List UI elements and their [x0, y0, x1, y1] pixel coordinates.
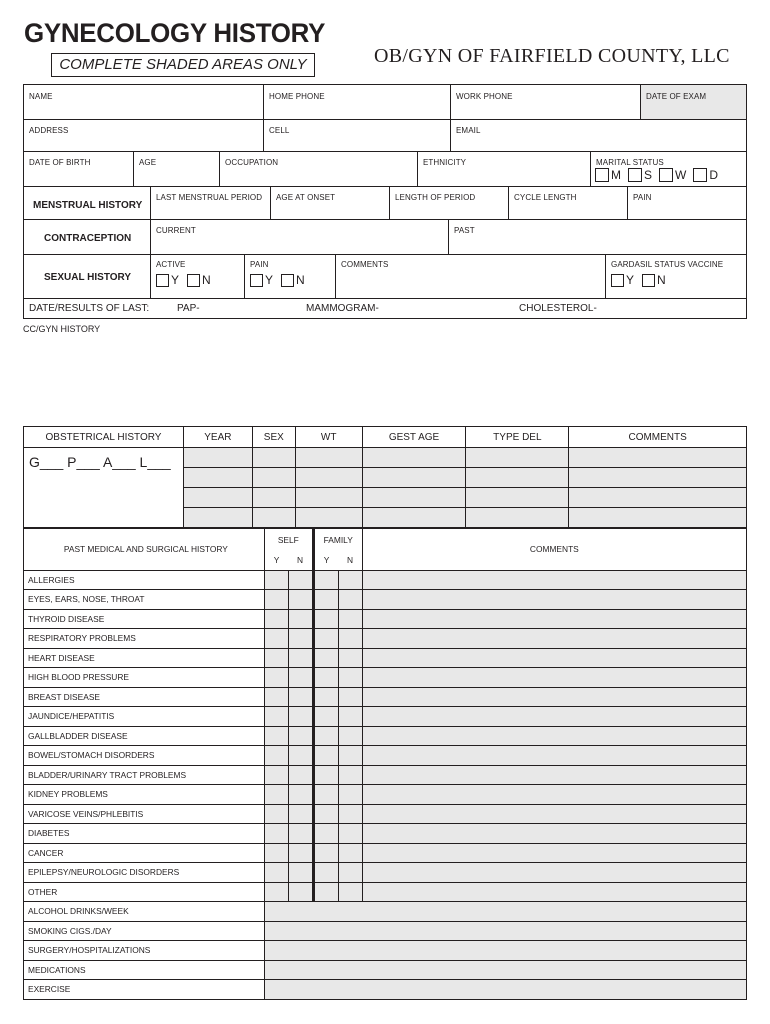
occupation-field[interactable] — [219, 151, 418, 187]
comments-header: COMMENTS — [569, 427, 747, 448]
obstetrical-history-table — [23, 426, 747, 528]
self-no-cell[interactable] — [288, 609, 313, 629]
practice-name: OB/GYN OF FAIRFIELD COUNTY, LLC — [374, 45, 730, 67]
cell[interactable] — [252, 468, 295, 488]
cell[interactable] — [362, 508, 466, 528]
table-row — [24, 726, 747, 746]
checkbox[interactable] — [693, 168, 707, 182]
contraception-heading-cell — [23, 219, 151, 255]
gardasil-field — [605, 254, 747, 299]
family-yes-cell[interactable] — [313, 785, 338, 805]
comments-cell[interactable] — [362, 590, 746, 610]
current-contraception-field[interactable] — [150, 219, 449, 255]
family-no-cell[interactable] — [338, 765, 362, 785]
self-yes-cell[interactable] — [264, 863, 288, 883]
condition-label: CANCER — [24, 843, 265, 863]
cell[interactable] — [569, 448, 747, 468]
self-no-cell[interactable] — [288, 843, 313, 863]
cell[interactable] — [252, 508, 295, 528]
self-yes-cell[interactable] — [264, 590, 288, 610]
checkbox[interactable] — [156, 274, 169, 287]
table-row — [24, 824, 747, 844]
cell[interactable] — [183, 508, 252, 528]
table-row — [24, 765, 747, 785]
self-no-cell[interactable] — [288, 668, 313, 688]
gardasil-label: GARDASIL STATUS VACCINE — [611, 260, 724, 269]
pap-label: PAP- — [177, 303, 200, 314]
menstrual-pain-label: PAIN — [633, 193, 652, 202]
sexual-comments-field[interactable] — [335, 254, 606, 299]
sexual-pain-field — [244, 254, 336, 299]
table-row — [24, 980, 747, 1000]
length-of-period-label: LENGTH OF PERIOD — [395, 193, 476, 202]
table-row — [24, 707, 747, 727]
comments-cell[interactable] — [362, 746, 746, 766]
medical-history-table — [23, 528, 747, 1000]
ethnicity-label: ETHNICITY — [423, 158, 467, 167]
family-no-cell[interactable] — [338, 648, 362, 668]
family-yes-cell[interactable] — [313, 687, 338, 707]
medical-comments-header: COMMENTS — [362, 529, 746, 571]
family-no-cell[interactable] — [338, 785, 362, 805]
menstrual-history-heading-cell — [23, 186, 151, 220]
contraception-heading: CONTRACEPTION — [44, 233, 132, 244]
family-yes-cell[interactable] — [313, 746, 338, 766]
family-no-cell[interactable] — [338, 863, 362, 883]
self-yes-cell[interactable] — [264, 707, 288, 727]
family-no-cell[interactable] — [338, 570, 362, 590]
gardasil-options — [611, 273, 666, 287]
habit-entry-cell[interactable] — [264, 921, 746, 941]
cell-label: CELL — [269, 126, 290, 135]
self-no-header: N — [288, 551, 313, 571]
family-no-cell[interactable] — [338, 707, 362, 727]
family-yes-cell[interactable] — [313, 707, 338, 727]
medical-header-row — [24, 529, 747, 551]
self-no-cell[interactable] — [288, 707, 313, 727]
family-yes-cell[interactable] — [313, 629, 338, 649]
marital-option-s[interactable]: S — [628, 168, 652, 182]
age-at-onset-field[interactable] — [270, 186, 390, 220]
self-no-cell[interactable] — [288, 824, 313, 844]
gest-age-header: GEST AGE — [362, 427, 466, 448]
obstetrical-history-heading: OBSTETRICAL HISTORY — [24, 427, 184, 448]
family-no-cell[interactable] — [338, 590, 362, 610]
habit-label: SURGERY/HOSPITALIZATIONS — [24, 941, 265, 961]
table-row — [24, 843, 747, 863]
table-row — [24, 921, 747, 941]
gardasil-yes-option[interactable]: Y — [611, 273, 634, 287]
current-label: CURRENT — [156, 226, 196, 235]
sexual-history-heading-cell — [23, 254, 151, 299]
family-yes-cell[interactable] — [313, 882, 338, 902]
last-results-row[interactable] — [23, 298, 747, 319]
cell[interactable] — [183, 468, 252, 488]
condition-label: HIGH BLOOD PRESSURE — [24, 668, 265, 688]
self-yes-cell[interactable] — [264, 648, 288, 668]
family-no-cell[interactable] — [338, 609, 362, 629]
family-yes-header: Y — [313, 551, 338, 571]
cycle-length-label: CYCLE LENGTH — [514, 193, 577, 202]
cell[interactable] — [295, 448, 362, 468]
cell[interactable] — [252, 448, 295, 468]
cell[interactable] — [362, 488, 466, 508]
self-no-cell[interactable] — [288, 746, 313, 766]
table-row — [24, 687, 747, 707]
comments-cell[interactable] — [362, 882, 746, 902]
cell[interactable] — [183, 488, 252, 508]
marital-status-field — [590, 151, 747, 187]
cell[interactable] — [295, 468, 362, 488]
name-field[interactable] — [23, 84, 264, 120]
condition-label: JAUNDICE/HEPATITIS — [24, 707, 265, 727]
table-row — [24, 629, 747, 649]
work-phone-label: WORK PHONE — [456, 92, 513, 101]
family-yes-cell[interactable] — [313, 843, 338, 863]
table-row — [24, 590, 747, 610]
comments-cell[interactable] — [362, 687, 746, 707]
pain-yes-option[interactable]: Y — [250, 273, 273, 287]
table-row — [24, 863, 747, 883]
sexual-comments-label: COMMENTS — [341, 260, 389, 269]
self-no-cell[interactable] — [288, 648, 313, 668]
checkbox[interactable] — [187, 274, 200, 287]
checkbox[interactable] — [611, 274, 624, 287]
condition-label: BREAST DISEASE — [24, 687, 265, 707]
table-row — [24, 960, 747, 980]
condition-label: EPILEPSY/NEUROLOGIC DISORDERS — [24, 863, 265, 883]
self-yes-cell[interactable] — [264, 843, 288, 863]
cell[interactable] — [295, 508, 362, 528]
cell[interactable] — [466, 468, 569, 488]
table-row — [24, 570, 747, 590]
age-label: AGE — [139, 158, 157, 167]
name-label: NAME — [29, 92, 53, 101]
comments-cell[interactable] — [362, 824, 746, 844]
medical-history-heading: PAST MEDICAL AND SURGICAL HISTORY — [24, 529, 265, 571]
table-row — [24, 648, 747, 668]
sexual-pain-label: PAIN — [250, 260, 269, 269]
address-label: ADDRESS — [29, 126, 69, 135]
checkbox[interactable] — [628, 168, 642, 182]
comments-cell[interactable] — [362, 785, 746, 805]
active-no-option[interactable]: N — [187, 273, 211, 287]
self-no-cell[interactable] — [288, 687, 313, 707]
family-no-cell[interactable] — [338, 629, 362, 649]
family-yes-cell[interactable] — [313, 609, 338, 629]
condition-label: EYES, EARS, NOSE, THROAT — [24, 590, 265, 610]
habit-label: SMOKING CIGS./DAY — [24, 921, 265, 941]
past-contraception-field[interactable] — [448, 219, 747, 255]
dob-field[interactable] — [23, 151, 134, 187]
cell[interactable] — [362, 448, 466, 468]
habit-entry-cell[interactable] — [264, 980, 746, 1000]
cell[interactable] — [362, 468, 466, 488]
family-yes-cell[interactable] — [313, 648, 338, 668]
family-yes-cell[interactable] — [313, 590, 338, 610]
dob-label: DATE OF BIRTH — [29, 158, 91, 167]
sexually-active-field — [150, 254, 245, 299]
condition-label: BOWEL/STOMACH DISORDERS — [24, 746, 265, 766]
cell[interactable] — [569, 468, 747, 488]
cell[interactable] — [295, 488, 362, 508]
condition-label: KIDNEY PROBLEMS — [24, 785, 265, 805]
cell[interactable] — [183, 448, 252, 468]
self-yes-cell[interactable] — [264, 746, 288, 766]
table-row — [24, 785, 747, 805]
pain-no-option[interactable]: N — [281, 273, 305, 287]
comments-cell[interactable] — [362, 863, 746, 883]
self-yes-header: Y — [264, 551, 288, 571]
comments-cell[interactable] — [362, 843, 746, 863]
comments-cell[interactable] — [362, 765, 746, 785]
comments-cell[interactable] — [362, 648, 746, 668]
self-yes-cell[interactable] — [264, 668, 288, 688]
comments-cell[interactable] — [362, 609, 746, 629]
date-of-exam-field[interactable] — [640, 84, 747, 120]
family-yes-cell[interactable] — [313, 765, 338, 785]
cycle-length-field[interactable] — [508, 186, 628, 220]
self-yes-cell[interactable] — [264, 726, 288, 746]
self-no-cell[interactable] — [288, 882, 313, 902]
active-options — [156, 273, 211, 287]
comments-cell[interactable] — [362, 570, 746, 590]
comments-cell[interactable] — [362, 668, 746, 688]
family-no-cell[interactable] — [338, 804, 362, 824]
self-no-cell[interactable] — [288, 785, 313, 805]
marital-status-label: MARITAL STATUS — [596, 158, 664, 167]
cell[interactable] — [252, 488, 295, 508]
habit-label: ALCOHOL DRINKS/WEEK — [24, 902, 265, 922]
marital-option-m[interactable]: M — [595, 168, 621, 182]
family-no-cell[interactable] — [338, 687, 362, 707]
comments-cell[interactable] — [362, 726, 746, 746]
sex-header: SEX — [252, 427, 295, 448]
condition-label: DIABETES — [24, 824, 265, 844]
cell[interactable] — [466, 448, 569, 468]
family-header: FAMILY — [313, 529, 362, 551]
active-label: ACTIVE — [156, 260, 186, 269]
last-results-label: DATE/RESULTS OF LAST: — [29, 303, 150, 314]
menstrual-pain-field[interactable] — [627, 186, 747, 220]
sexual-history-heading: SEXUAL HISTORY — [44, 272, 132, 283]
self-header: SELF — [264, 529, 313, 551]
length-of-period-field[interactable] — [389, 186, 509, 220]
home-phone-field[interactable] — [263, 84, 451, 120]
family-no-cell[interactable] — [338, 824, 362, 844]
year-header: YEAR — [183, 427, 252, 448]
habit-label: MEDICATIONS — [24, 960, 265, 980]
self-no-cell[interactable] — [288, 629, 313, 649]
home-phone-label: HOME PHONE — [269, 92, 325, 101]
email-label: EMAIL — [456, 126, 481, 135]
family-no-cell[interactable] — [338, 668, 362, 688]
self-no-cell[interactable] — [288, 590, 313, 610]
date-of-exam-label: DATE OF EXAM — [646, 92, 707, 101]
self-yes-cell[interactable] — [264, 824, 288, 844]
family-no-cell[interactable] — [338, 746, 362, 766]
condition-label: THYROID DISEASE — [24, 609, 265, 629]
past-label: PAST — [454, 226, 475, 235]
age-field[interactable] — [133, 151, 220, 187]
active-yes-option[interactable]: Y — [156, 273, 179, 287]
occupation-label: OCCUPATION — [225, 158, 279, 167]
self-yes-cell[interactable] — [264, 609, 288, 629]
family-yes-cell[interactable] — [313, 824, 338, 844]
family-no-cell[interactable] — [338, 843, 362, 863]
table-row — [24, 746, 747, 766]
marital-options — [595, 168, 718, 182]
self-no-cell[interactable] — [288, 765, 313, 785]
sexual-pain-options — [250, 273, 305, 287]
cholesterol-label: CHOLESTEROL- — [519, 303, 597, 314]
work-phone-field[interactable] — [450, 84, 641, 120]
condition-label: BLADDER/URINARY TRACT PROBLEMS — [24, 765, 265, 785]
self-no-cell[interactable] — [288, 804, 313, 824]
table-row — [24, 609, 747, 629]
self-no-cell[interactable] — [288, 863, 313, 883]
checkbox[interactable] — [595, 168, 609, 182]
cell[interactable] — [466, 488, 569, 508]
checkbox[interactable] — [659, 168, 673, 182]
family-yes-cell[interactable] — [313, 668, 338, 688]
form-instruction: COMPLETE SHADED AREAS ONLY — [51, 53, 315, 77]
table-row — [24, 668, 747, 688]
lmp-field[interactable] — [150, 186, 271, 220]
cc-gyn-history-label: CC/GYN HISTORY — [23, 324, 101, 334]
table-row — [24, 902, 747, 922]
family-yes-cell[interactable] — [313, 726, 338, 746]
table-row — [24, 448, 747, 468]
cell[interactable] — [466, 508, 569, 528]
gpal-field[interactable]: G___ P___ A___ L___ — [24, 448, 184, 528]
table-row — [24, 882, 747, 902]
menstrual-history-heading: MENSTRUAL HISTORY — [33, 200, 143, 211]
obstetrical-header-row — [24, 427, 747, 448]
checkbox[interactable] — [281, 274, 294, 287]
self-yes-cell[interactable] — [264, 882, 288, 902]
habit-entry-cell[interactable] — [264, 941, 746, 961]
condition-label: GALLBLADDER DISEASE — [24, 726, 265, 746]
family-no-cell[interactable] — [338, 882, 362, 902]
address-field[interactable] — [23, 119, 264, 152]
condition-label: RESPIRATORY PROBLEMS — [24, 629, 265, 649]
self-no-cell[interactable] — [288, 570, 313, 590]
comments-cell[interactable] — [362, 707, 746, 727]
comments-cell[interactable] — [362, 629, 746, 649]
age-at-onset-label: AGE AT ONSET — [276, 193, 336, 202]
family-no-header: N — [338, 551, 362, 571]
marital-option-w[interactable]: W — [659, 168, 686, 182]
checkbox[interactable] — [642, 274, 655, 287]
self-no-cell[interactable] — [288, 726, 313, 746]
lmp-label: LAST MENSTRUAL PERIOD — [156, 193, 263, 202]
ethnicity-field[interactable] — [417, 151, 591, 187]
self-yes-cell[interactable] — [264, 785, 288, 805]
page-title: GYNECOLOGY HISTORY — [24, 18, 326, 48]
self-yes-cell[interactable] — [264, 570, 288, 590]
table-row — [24, 804, 747, 824]
gardasil-no-option[interactable]: N — [642, 273, 666, 287]
cell[interactable] — [569, 488, 747, 508]
condition-label: OTHER — [24, 882, 265, 902]
family-yes-cell[interactable] — [313, 804, 338, 824]
habit-entry-cell[interactable] — [264, 902, 746, 922]
family-yes-cell[interactable] — [313, 863, 338, 883]
self-yes-cell[interactable] — [264, 687, 288, 707]
self-yes-cell[interactable] — [264, 804, 288, 824]
type-del-header: TYPE DEL — [466, 427, 569, 448]
checkbox[interactable] — [250, 274, 263, 287]
condition-label: VARICOSE VEINS/PHLEBITIS — [24, 804, 265, 824]
habit-entry-cell[interactable] — [264, 960, 746, 980]
comments-cell[interactable] — [362, 804, 746, 824]
cell-field[interactable] — [263, 119, 451, 152]
family-no-cell[interactable] — [338, 726, 362, 746]
self-yes-cell[interactable] — [264, 629, 288, 649]
condition-label: ALLERGIES — [24, 570, 265, 590]
mammogram-label: MAMMOGRAM- — [306, 303, 379, 314]
weight-header: WT — [295, 427, 362, 448]
family-yes-cell[interactable] — [313, 570, 338, 590]
email-field[interactable] — [450, 119, 747, 152]
cell[interactable] — [569, 508, 747, 528]
condition-label: HEART DISEASE — [24, 648, 265, 668]
table-row — [24, 941, 747, 961]
habit-label: EXERCISE — [24, 980, 265, 1000]
marital-option-d[interactable]: D — [693, 168, 718, 182]
self-yes-cell[interactable] — [264, 765, 288, 785]
